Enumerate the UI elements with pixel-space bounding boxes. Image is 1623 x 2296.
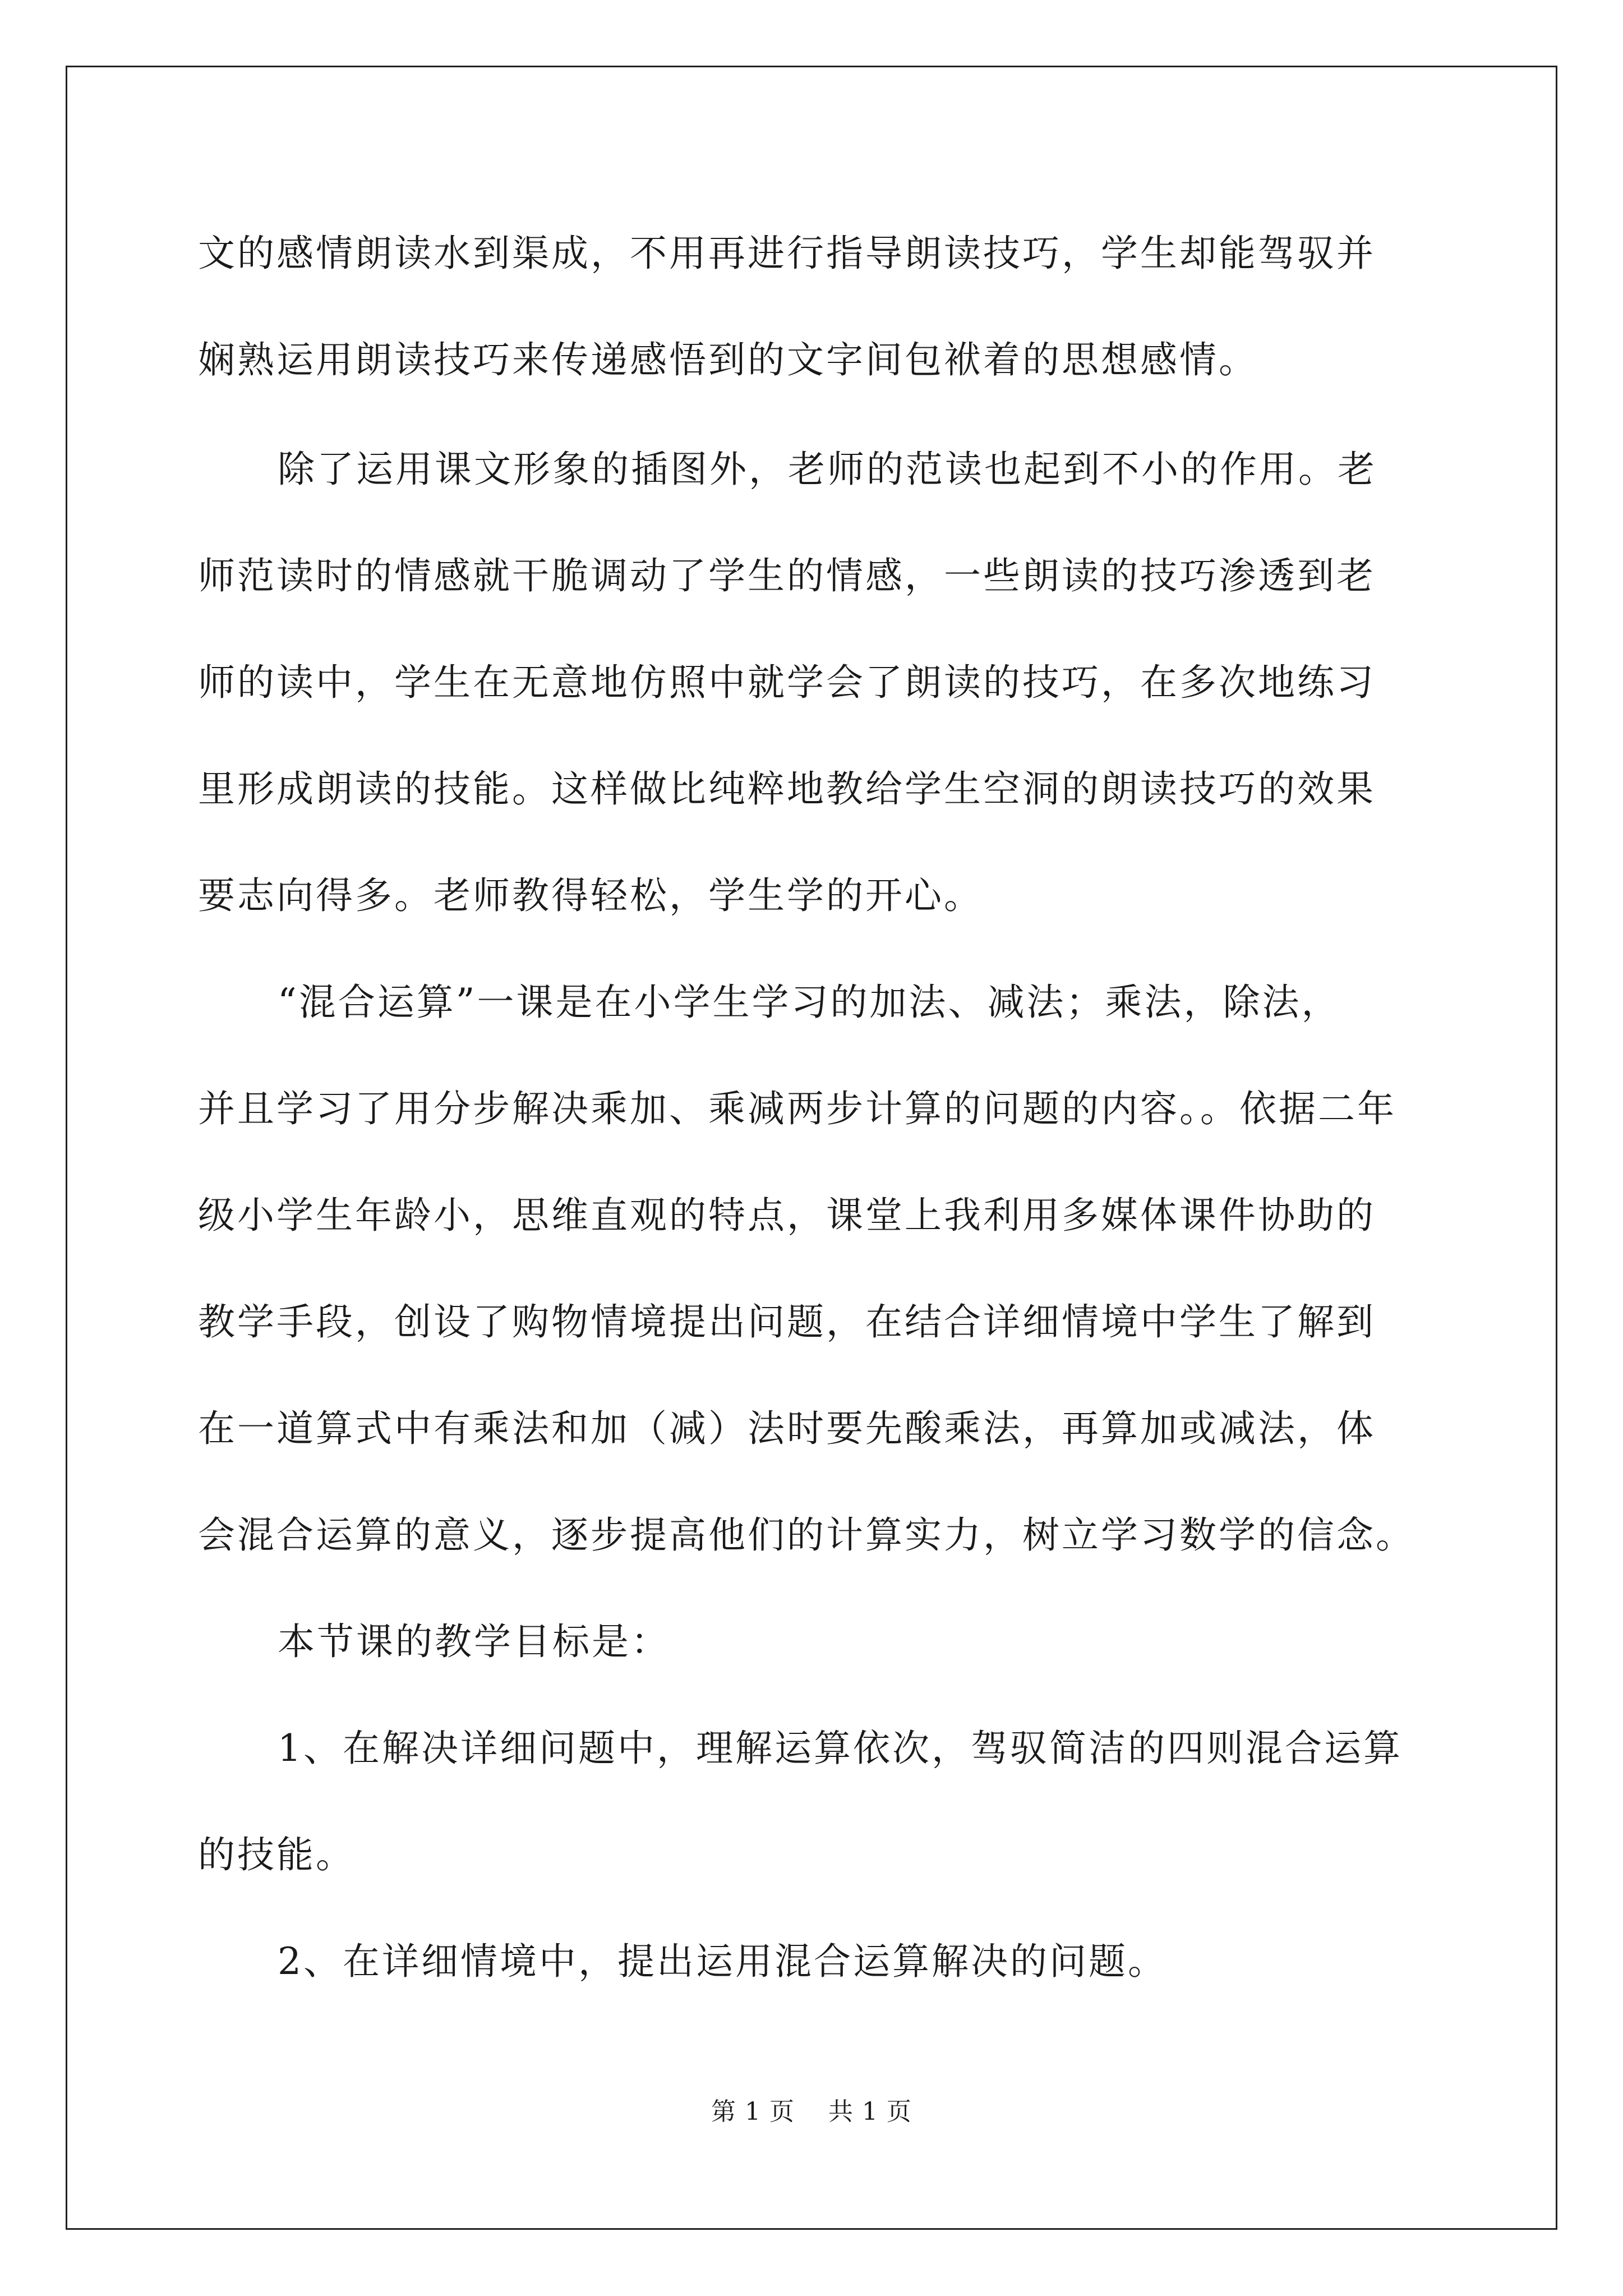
paragraph-3-line-3: 级小学生年龄小，思维直观的特点，课堂上我利用多媒体课件协助的 xyxy=(198,1194,1376,1237)
paragraph-3-line-4: 教学手段，创设了购物情境提出问题，在结合详细情境中学生了解到 xyxy=(198,1300,1376,1343)
paragraph-2-line-5: 要志向得多。老师教得轻松，学生学的开心。 xyxy=(198,874,983,917)
paragraph-1-line-1: 文的感情朗读水到渠成，不用再进行指导朗读技巧，学生却能驾驭并 xyxy=(198,232,1376,275)
paragraph-3-line-1: “混合运算”一课是在小学生学习的加法、减法；乘法，除法， xyxy=(278,981,1341,1024)
paragraph-5-line-2: 的技能。 xyxy=(198,1833,355,1876)
paragraph-1-line-2: 娴熟运用朗读技巧来传递感悟到的文字间包袱着的思想感情。 xyxy=(198,338,1258,381)
paragraph-4-line-1: 本节课的教学目标是： xyxy=(278,1620,670,1663)
paragraph-5-line-1: 1、在解决详细问题中，理解运算依次，驾驭简洁的四则混合运算 xyxy=(278,1727,1403,1770)
paragraph-2-line-4: 里形成朗读的技能。这样做比纯粹地教给学生空洞的朗读技巧的效果 xyxy=(198,767,1376,811)
page-number: 第 1 页 xyxy=(711,2097,795,2126)
paragraph-2-line-2: 师范读时的情感就干脆调动了学生的情感，一些朗读的技巧渗透到老 xyxy=(198,554,1376,597)
paragraph-2-line-3: 师的读中，学生在无意地仿照中就学会了朗读的技巧，在多次地练习 xyxy=(198,661,1376,704)
paragraph-2-line-1: 除了运用课文形象的插图外，老师的范读也起到不小的作用。老 xyxy=(278,448,1377,491)
total-pages: 共 1 页 xyxy=(828,2097,912,2126)
paragraph-3-line-5: 在一道算式中有乘法和加（减）法时要先酸乘法，再算加或减法，体 xyxy=(198,1407,1376,1450)
page-footer xyxy=(0,2096,1623,2128)
paragraph-3-line-2: 并且学习了用分步解决乘加、乘减两步计算的问题的内容。。依据二年 xyxy=(198,1087,1396,1130)
paragraph-3-line-6: 会混合运算的意义，逐步提高他们的计算实力，树立学习数学的信念。 xyxy=(198,1513,1415,1557)
page-frame xyxy=(66,66,1557,2230)
paragraph-6-line-1: 2、在详细情境中，提出运用混合运算解决的问题。 xyxy=(278,1940,1167,1983)
